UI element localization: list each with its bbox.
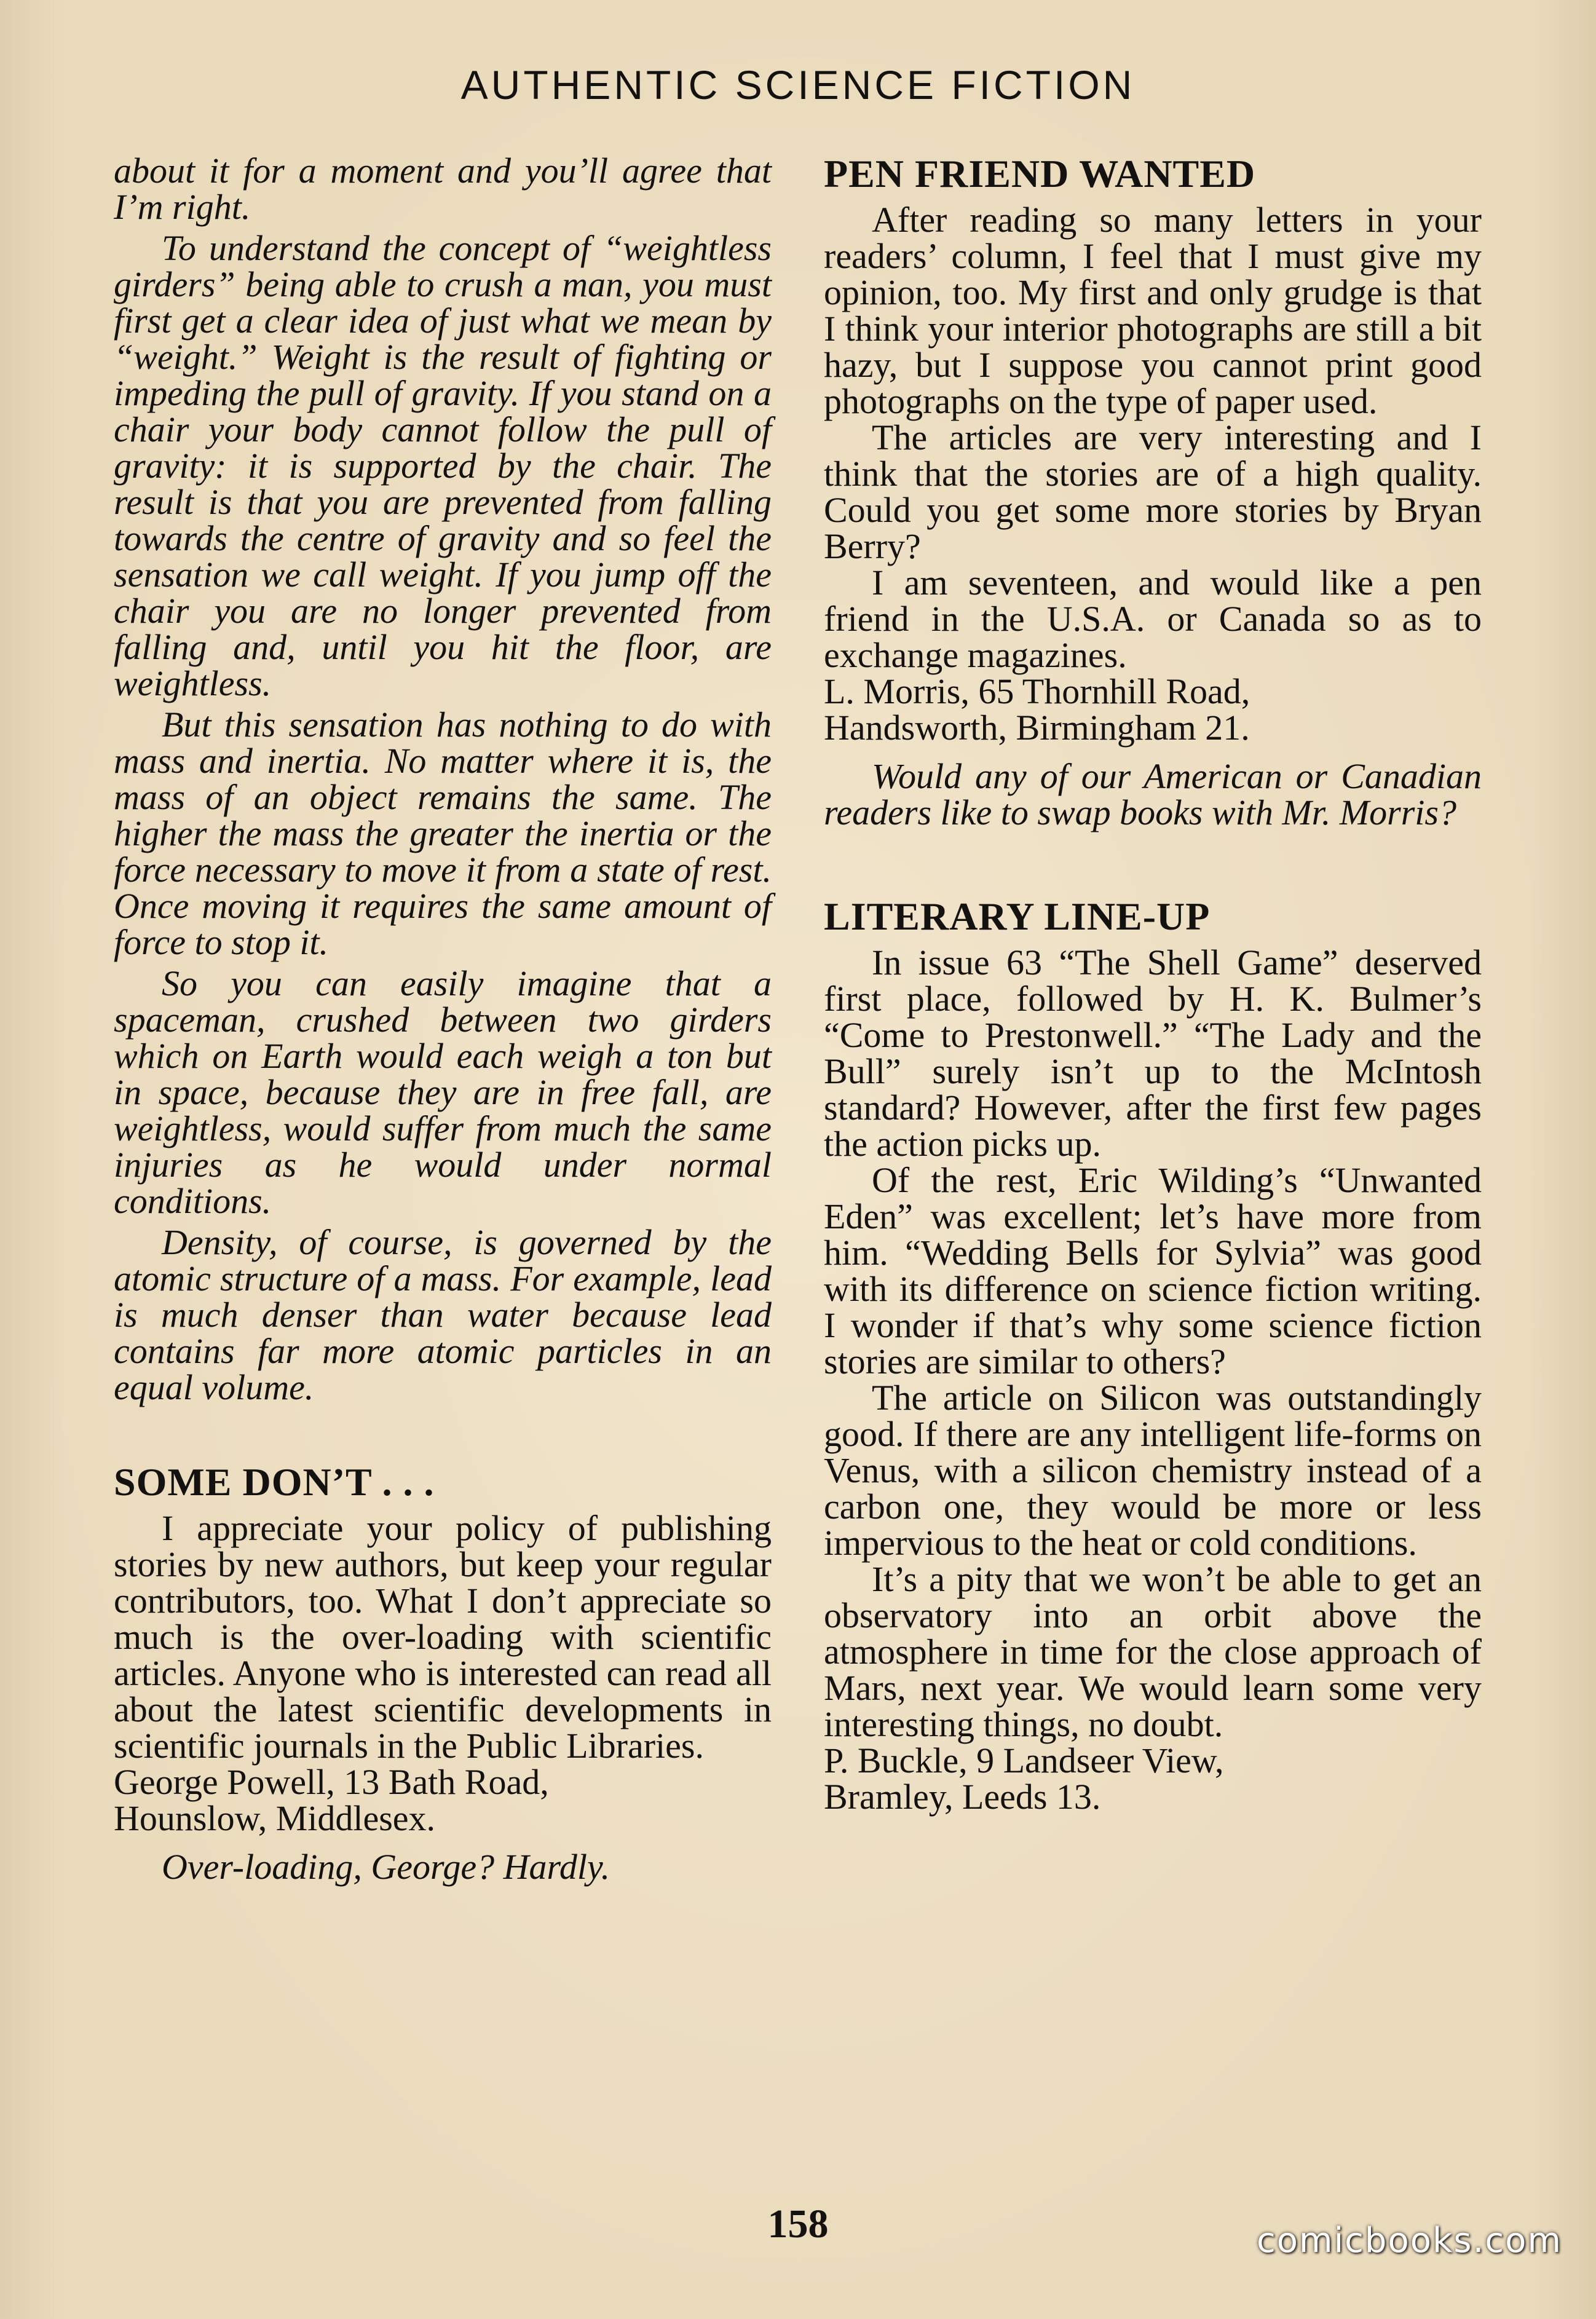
letter-address-line: L. Morris, 65 Thornhill Road, — [824, 671, 1250, 711]
article-paragraph: about it for a moment and you’ll agree that I’m right. — [114, 151, 772, 227]
left-column — [114, 152, 772, 1885]
letter-heading-literary-line-up: LITERARY LINE-UP — [824, 895, 1211, 938]
letter-paragraph: In issue 63 “The Shell Game” deserved first place, followed by H. K. Bulmer’s “Come to Prestonwell.” “The Lady and the Bull” surely isn’t up to the McIntosh standard? However, after the first few pages the action picks up. — [824, 942, 1482, 1164]
editor-reply: Would any of our American or Canadian readers like to swap books with Mr. Morris? — [824, 756, 1482, 832]
letter-paragraph: The article on Silicon was outstandingly good. If there are any intelligent life-forms on Venus, with a silicon chemistry instead of a carbon one, they would be more or less impervious to the heat or cold conditions. — [824, 1378, 1482, 1563]
letter-address-line: George Powell, 13 Bath Road, — [114, 1762, 549, 1802]
article-paragraph: To understand the concept of “weightless girders” being able to crush a man, you must first get a clear idea of just what we mean by “weight.” Weight is the result of fighting or impeding the pull of gravity. If you stand on a chair your body cannot follow the pull of gravity: it is supported by the chair. The result is that you are prevented from falling towards the centre of gravity and so feel the sensation we call weight. If you jump off the chair you are no longer prevented from falling and, until you hit the floor, are weightless. — [114, 228, 772, 703]
letter-address-line: Handsworth, Birmingham 21. — [824, 708, 1250, 748]
letter-address-line: P. Buckle, 9 Landseer View, — [824, 1740, 1224, 1780]
letter-heading-some-dont: SOME DON’T . . . — [114, 1460, 435, 1504]
right-column — [824, 152, 1482, 1815]
letter-heading-pen-friend: PEN FRIEND WANTED — [824, 152, 1256, 196]
article-paragraph: But this sensation has nothing to do with mass and inertia. No matter where it is, the mass of an object remains the same. The higher the mass the greater the inertia or the force necessary to move it from a state of rest. Once moving it requires the same amount of force to stop it. — [114, 705, 772, 962]
watermark: comicbooks.com — [1256, 2221, 1562, 2261]
letter-address-line: Hounslow, Middlesex. — [114, 1798, 436, 1838]
letter-address-line: Bramley, Leeds 13. — [824, 1777, 1101, 1817]
letter-body: I appreciate your policy of publishing stories by new authors, but keep your regular contributors, too. What I don’t appreciate so much is the over-loading with scientific articles. Anyone who is interested can read all about the latest scientific developments in scientific journals in the Public Libraries. — [114, 1508, 772, 1766]
letter-paragraph: The articles are very interesting and I think that the stories are of a high quality. Could you get some more stories by Bryan Berry? — [824, 417, 1482, 566]
letter-paragraph: Of the rest, Eric Wilding’s “Unwanted Eden” was excellent; let’s have more from him. “Wedding Bells for Sylvia” was good with its difference on science fiction writing. I wonder if that’s why some science fiction stories are similar to others? — [824, 1160, 1482, 1381]
article-paragraph: So you can easily imagine that a spaceman, crushed between two girders which on Earth would each weigh a ton but in space, because they are in free fall, are weightless, would suffer from much the same injuries as he would under normal conditions. — [114, 963, 772, 1221]
letter-paragraph: I am seventeen, and would like a pen friend in the U.S.A. or Canada so as to exchange magazines. — [824, 563, 1482, 675]
letter-paragraph: It’s a pity that we won’t be able to get an observatory into an orbit above the atmosphere in time for the close approach of Mars, next year. We would learn some very interesting things, no doubt. — [824, 1559, 1482, 1744]
page-number: 158 — [767, 2202, 829, 2246]
letter-paragraph: After reading so many letters in your readers’ column, I feel that I must give my opinion, too. My first and only grudge is that I think your interior photographs are still a bit hazy, but I suppose you cannot print good photographs on the type of paper used. — [824, 200, 1482, 421]
editor-reply: Over-loading, George? Hardly. — [162, 1847, 610, 1887]
article-paragraph: Density, of course, is governed by the atomic structure of a mass. For example, lead is much denser than water because lead contains far more atomic particles in an equal volume. — [114, 1222, 772, 1407]
running-head: AUTHENTIC SCIENCE FICTION — [460, 62, 1136, 108]
